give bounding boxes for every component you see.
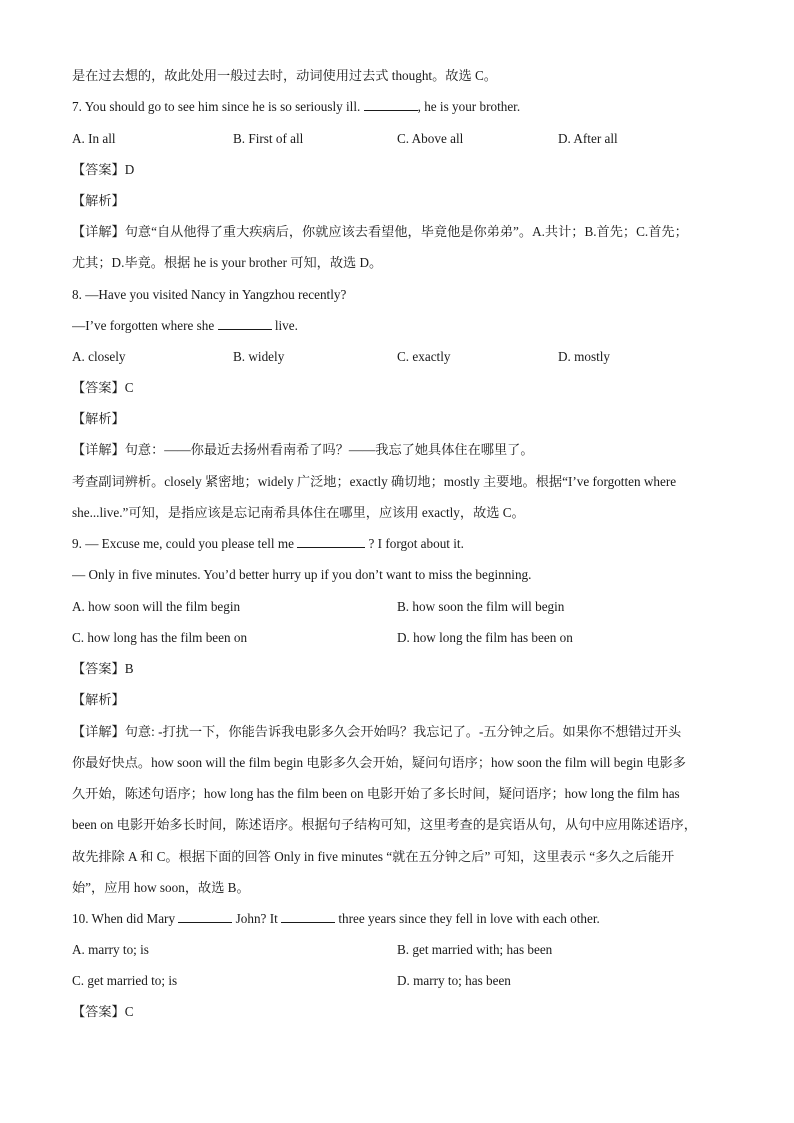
- q7-stem-part-a: 7. You should go to see him since he is so seriously ill.: [72, 99, 364, 114]
- q8-option-b: B. widely: [233, 349, 285, 364]
- q8-option-d: D. mostly: [558, 349, 611, 364]
- q8-detail-1: [72, 440, 744, 460]
- q7-answer-value: D: [124, 162, 135, 177]
- detail-label: 【详解】: [72, 224, 125, 239]
- q9-detail-1: [72, 722, 744, 742]
- q7-detail-1: [72, 222, 744, 242]
- q8-stem-2-part-a: —I’ve forgotten where she: [72, 318, 218, 333]
- q9-detail-6: 始”，应用 how soon，故选 B。: [72, 880, 250, 895]
- q9-stem-1-part-b: ? I forgot about it.: [365, 536, 464, 551]
- q9-stem-1: [72, 534, 744, 554]
- q7-blank: [364, 98, 418, 111]
- q10-blank-2: [281, 910, 335, 923]
- q10-answer: [72, 1002, 744, 1022]
- detail-label: 【详解】: [72, 442, 125, 457]
- q9-detail-4: been on 电影开始多长时间，陈述语序。根据句子结构可知，这里考查的是宾语从句，从句中应用陈述语序，: [72, 817, 697, 832]
- q10-option-b: B. get married with; has been: [397, 942, 553, 957]
- q9-option-c: C. how long has the film been on: [72, 630, 248, 645]
- q8-answer-value: C: [124, 380, 134, 395]
- q8-stem-2: [72, 316, 744, 336]
- intro-line: 是在过去想的，故此处用一般过去时，动词使用过去式 thought。故选 C。: [72, 68, 497, 83]
- q9-detail-text-1: 句意: -打扰一下，你能告诉我电影多久会开始吗？我忘记了。-五分钟之后。如果你不想错过开头: [124, 724, 682, 739]
- q8-stem-1: 8. —Have you visited Nancy in Yangzhou recently?: [72, 287, 347, 302]
- q9-analysis-label: 【解析】: [72, 692, 125, 707]
- q9-option-a: A. how soon will the film begin: [72, 599, 241, 614]
- q10-stem: [72, 909, 744, 929]
- q7-detail-text-1: 句意“自从他得了重大疾病后，你就应该去看望他，毕竟他是你弟弟”。A.共计；B.首先；C.首先；: [124, 224, 688, 239]
- answer-label: 【答案】: [72, 661, 125, 676]
- q10-blank-1: [178, 910, 232, 923]
- q8-detail-3: she...live.”可知，是指应该是忘记南希具体住在哪里，应该用 exactly，故选 C。: [72, 505, 525, 520]
- q8-detail-text-1: 句意：——你最近去扬州看南希了吗？——我忘了她具体住在哪里了。: [124, 442, 534, 457]
- q9-stem-2: — Only in five minutes. You’d better hurry up if you don’t want to miss the beginning.: [72, 567, 532, 582]
- q10-stem-part-c: three years since they fell in love with each other.: [335, 911, 600, 926]
- q9-detail-2: 你最好快点。how soon will the film begin 电影多久会开始，疑问句语序；how soon the film will begin 电影多: [72, 755, 686, 770]
- q10-option-c: C. get married to; is: [72, 973, 178, 988]
- q10-stem-part-b: John? It: [232, 911, 282, 926]
- q9-answer: [72, 659, 744, 679]
- q9-detail-5: 故先排除 A 和 C。根据下面的回答 Only in five minutes “就在五分钟之后” 可知，这里表示 “多久之后能开: [72, 849, 675, 864]
- q9-answer-value: B: [124, 661, 134, 676]
- q9-option-d: D. how long the film has been on: [397, 630, 573, 645]
- q8-option-c: C. exactly: [397, 349, 451, 364]
- q7-detail-2: 尤其；D.毕竟。根据 he is your brother 可知，故选 D。: [72, 255, 383, 270]
- q8-detail-2: 考查副词辨析。closely 紧密地；widely 广泛地；exactly 确切地；mostly 主要地。根据“I’ve forgotten where: [72, 474, 677, 489]
- answer-label: 【答案】: [72, 1004, 125, 1019]
- q7-option-a: A. In all: [72, 131, 116, 146]
- q9-stem-1-part-a: 9. — Excuse me, could you please tell me: [72, 536, 298, 551]
- q8-answer: [72, 378, 744, 398]
- answer-label: 【答案】: [72, 380, 125, 395]
- q9-blank: [297, 535, 365, 548]
- q7-analysis-label: 【解析】: [72, 193, 125, 208]
- q10-option-a: A. marry to; is: [72, 942, 149, 957]
- q9-option-b: B. how soon the film will begin: [397, 599, 565, 614]
- q7-stem-part-b: , he is your brother.: [417, 99, 521, 114]
- q7-stem: [72, 97, 744, 117]
- q9-detail-3: 久开始，陈述句语序；how long has the film been on 电影开始了多长时间，疑问语序；how long the film has: [72, 786, 680, 801]
- q8-stem-2-part-b: live.: [271, 318, 298, 333]
- q7-answer: [72, 160, 744, 180]
- detail-label: 【详解】: [72, 724, 125, 739]
- q8-analysis-label: 【解析】: [72, 411, 125, 426]
- q10-answer-value: C: [124, 1004, 134, 1019]
- answer-label: 【答案】: [72, 162, 125, 177]
- q8-option-a: A. closely: [72, 349, 126, 364]
- q7-option-d: D. After all: [558, 131, 618, 146]
- q7-option-b: B. First of all: [233, 131, 304, 146]
- q7-option-c: C. Above all: [397, 131, 464, 146]
- q10-stem-part-a: 10. When did Mary: [72, 911, 179, 926]
- q10-option-d: D. marry to; has been: [397, 973, 511, 988]
- q8-blank: [218, 317, 272, 330]
